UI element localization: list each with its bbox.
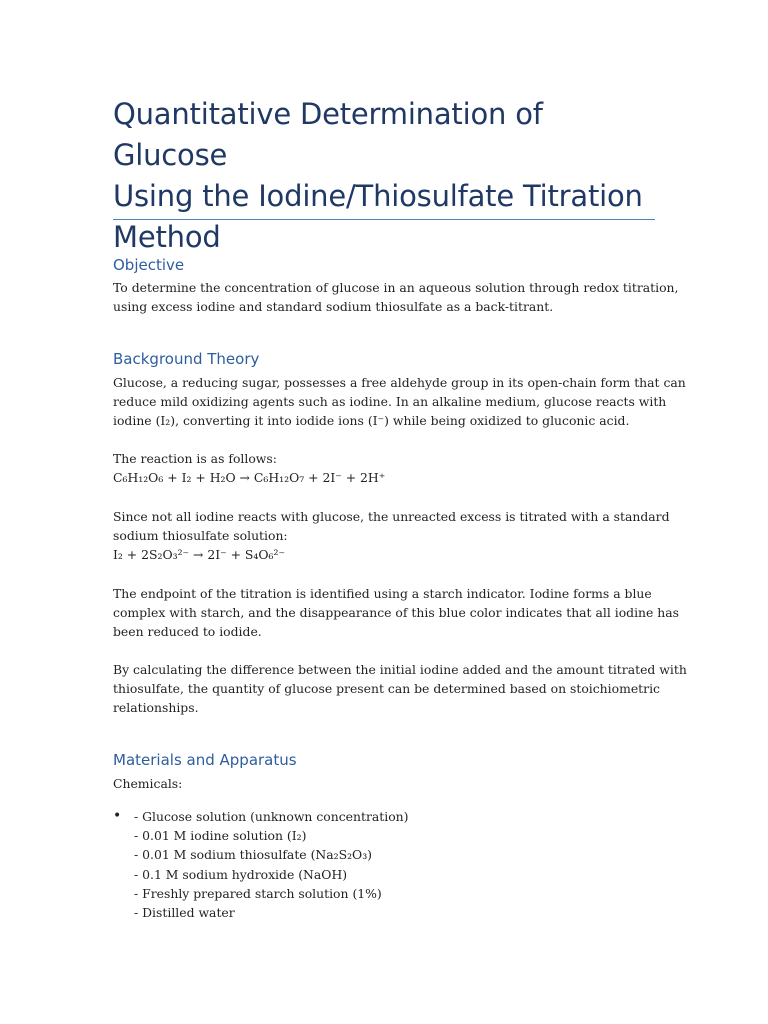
background-paragraph-2 <box>113 449 658 487</box>
text-line: Since not all iodine reacts with glucose, the unreacted excess is titrated with a standard <box>113 509 670 524</box>
text-line: thiosulfate, the quantity of glucose present can be determined based on stoichiometric <box>113 681 660 697</box>
text-line: reduce mild oxidizing agents such as iodine. In an alkaline medium, glucose reacts with <box>113 394 667 410</box>
section-heading-materials: Materials and Apparatus <box>113 751 297 769</box>
section-heading-background: Background Theory <box>113 350 260 368</box>
section-heading-objective: Objective <box>113 256 185 274</box>
text-line: relationships. <box>113 700 199 716</box>
document-title <box>113 94 658 258</box>
text-line: iodine (I₂), converting it into iodide ions (I⁻) while being oxidized to gluconic acid. <box>113 413 630 429</box>
title-divider <box>113 219 655 220</box>
list-item: - 0.1 M sodium hydroxide (NaOH) <box>134 866 348 882</box>
text-line: The endpoint of the titration is identified using a starch indicator. Iodine forms a blue <box>113 586 652 601</box>
reaction-equation: C₆H₁₂O₆ + I₂ + H₂O → C₆H₁₂O₇ + 2I⁻ + 2H⁺ <box>113 470 386 486</box>
background-paragraph-5 <box>113 660 687 718</box>
text-line: sodium thiosulfate solution: <box>113 528 288 544</box>
text-line: By calculating the difference between the initial iodine added and the amount titrated with <box>113 662 687 677</box>
title-line: Method <box>113 220 221 254</box>
text-line: The reaction is as follows: <box>113 451 277 466</box>
bullet-icon: • <box>113 808 122 824</box>
objective-paragraph <box>113 278 679 316</box>
list-item: - 0.01 M sodium thiosulfate (Na₂S₂O₃) <box>134 847 373 863</box>
list-item: - 0.01 M iodine solution (I₂) <box>134 828 307 844</box>
title-line: Using the Iodine/Thiosulfate Titration <box>113 179 643 213</box>
background-paragraph-1 <box>113 373 686 431</box>
title-line: Quantitative Determination of Glucose <box>113 97 543 172</box>
text-line: using excess iodine and standard sodium thiosulfate as a back-titrant. <box>113 299 554 315</box>
list-item: - Distilled water <box>134 905 235 921</box>
text-line: Chemicals: <box>113 776 183 791</box>
list-item: - Freshly prepared starch solution (1%) <box>134 885 382 901</box>
titration-equation: I₂ + 2S₂O₃²⁻ → 2I⁻ + S₄O₆²⁻ <box>113 547 286 563</box>
background-paragraph-3 <box>113 507 670 565</box>
text-line: been reduced to iodide. <box>113 624 262 640</box>
chemicals-label <box>113 774 658 793</box>
background-paragraph-4 <box>113 584 680 642</box>
text-line: complex with starch, and the disappearance of this blue color indicates that all iodine has <box>113 605 680 621</box>
text-line: To determine the concentration of glucose in an aqueous solution through redox titration, <box>113 280 679 295</box>
list-item: - Glucose solution (unknown concentration) <box>134 809 409 824</box>
text-line: Glucose, a reducing sugar, possesses a free aldehyde group in its open-chain form that can <box>113 375 686 390</box>
chemicals-list-items <box>134 807 408 922</box>
